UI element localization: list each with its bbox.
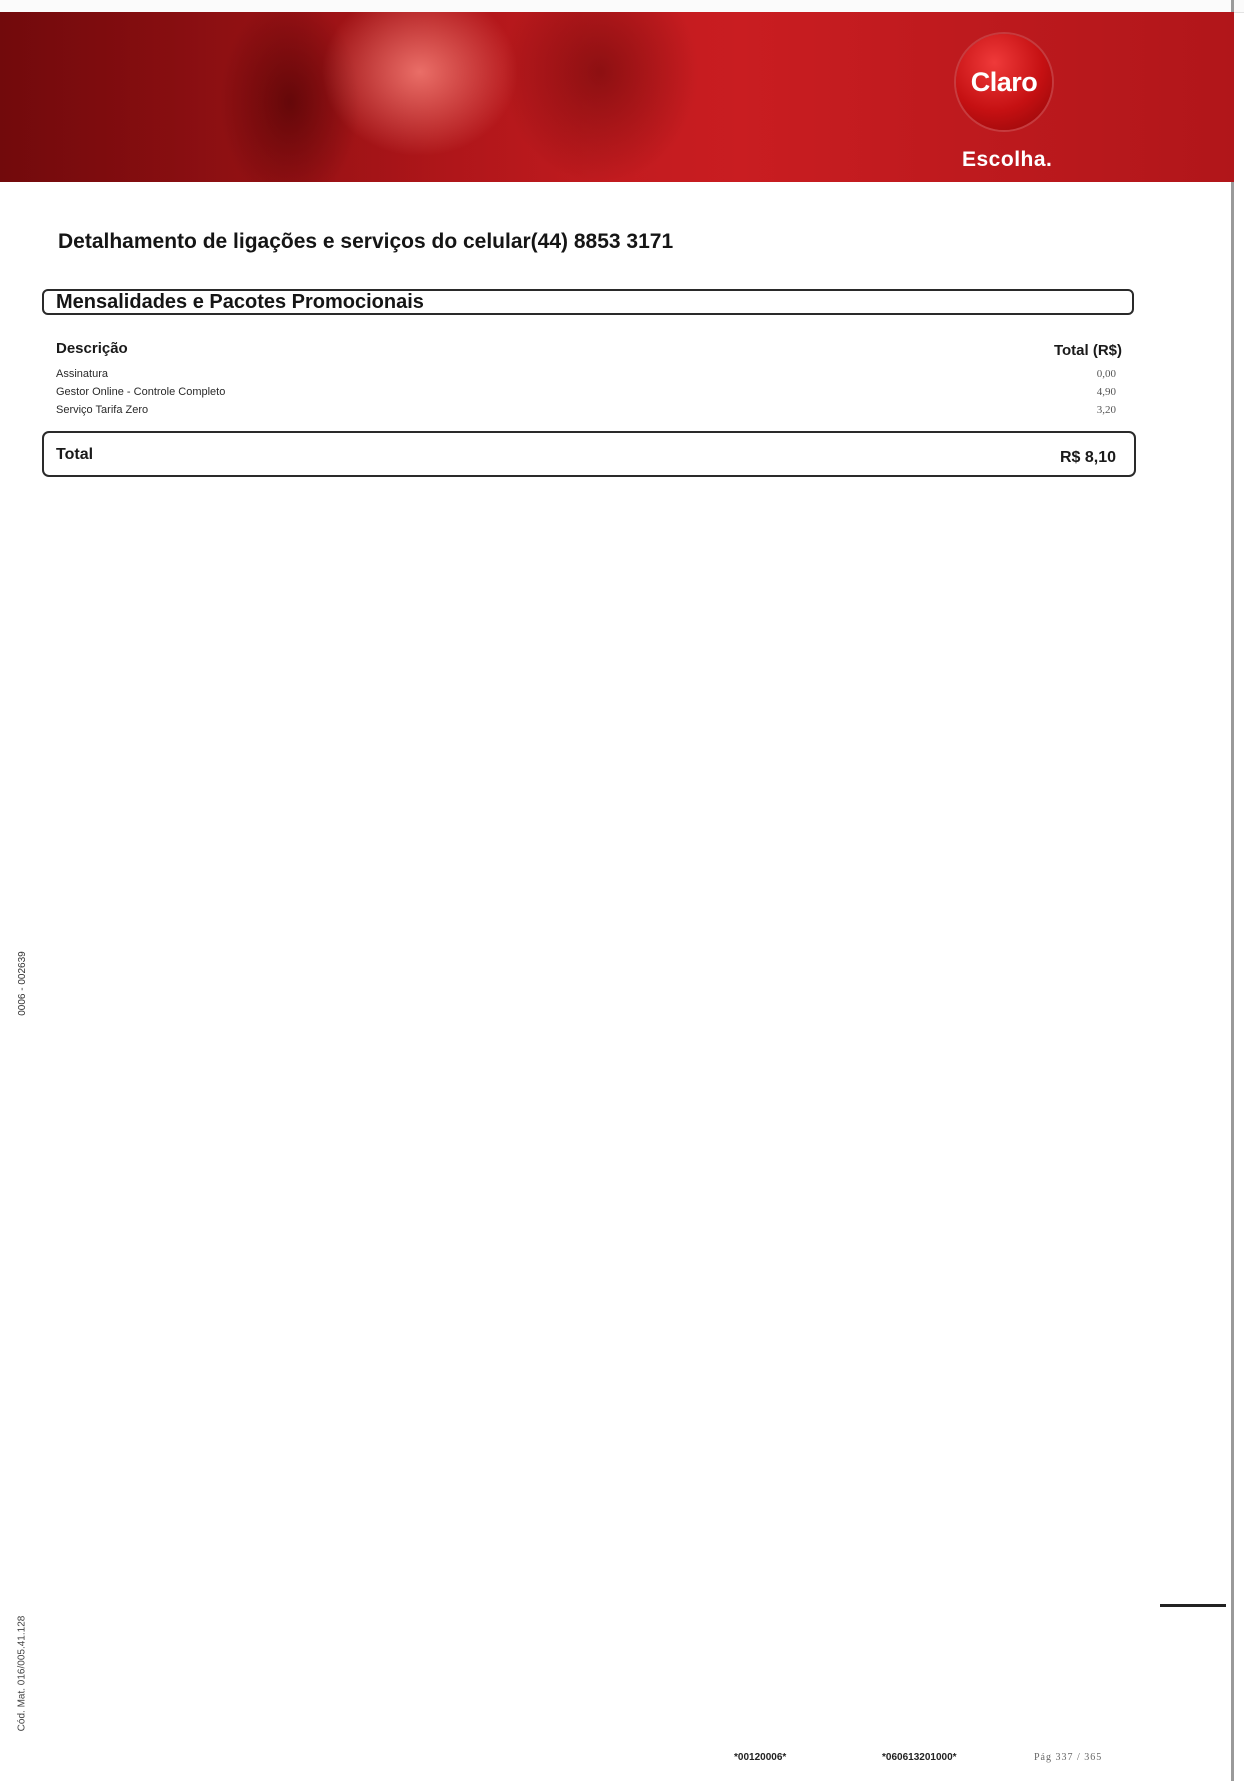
item-value: 4,90 [1096, 386, 1116, 398]
total-label: Total [56, 446, 94, 463]
column-header-total: Total (R$) [1053, 342, 1122, 359]
margin-code-bottom: Cód. Mat. 016/005.41.128 [16, 1615, 28, 1732]
footer-page-number: Pág 337 / 365 [1034, 1752, 1103, 1763]
claro-logo-text: Claro [970, 66, 1038, 97]
claro-logo [956, 34, 1052, 130]
section-heading: Mensalidades e Pacotes Promocionais [56, 291, 424, 313]
banner-tagline: Escolha. [962, 148, 1053, 171]
item-label: Gestor Online - Controle Completo [56, 386, 226, 398]
list-item [56, 365, 1122, 383]
margin-mark [1160, 1604, 1226, 1607]
items-list [56, 365, 1122, 419]
footer-code-1: *00120006* [734, 1752, 787, 1763]
page-title: Detalhamento de ligações e serviços do celular(44) 8853 3171 [58, 230, 674, 253]
list-item [56, 401, 1122, 419]
total-frame [42, 431, 1136, 477]
item-value: 0,00 [1096, 368, 1116, 380]
column-header-description: Descrição [56, 340, 128, 357]
footer-code-2: *060613201000* [882, 1752, 957, 1763]
page-right-edge [1231, 0, 1234, 1781]
item-label: Serviço Tarifa Zero [56, 404, 149, 416]
header-banner [0, 12, 1234, 182]
list-item [56, 383, 1122, 401]
item-value: 3,20 [1096, 404, 1116, 416]
margin-code-top: 0006 - 002639 [16, 951, 28, 1016]
item-label: Assinatura [56, 368, 108, 380]
banner-photo [0, 12, 770, 182]
total-value: R$ 8,10 [1059, 449, 1116, 466]
